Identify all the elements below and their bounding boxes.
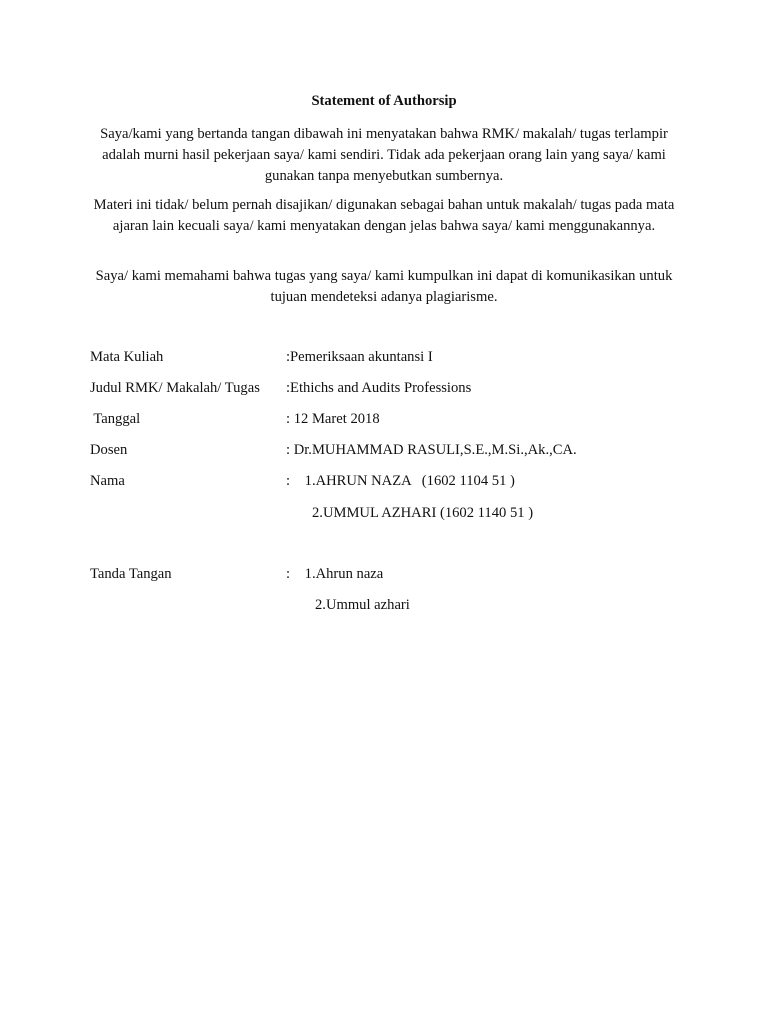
value-tanda-tangan-1: : 1.Ahrun naza: [286, 566, 384, 582]
value-tanggal: : 12 Maret 2018: [286, 411, 380, 427]
value-dosen: : Dr.MUHAMMAD RASULI,S.E.,M.Si.,Ak.,CA.: [286, 442, 577, 458]
paragraph-material: Materi ini tidak/ belum pernah disajikan/ digunakan sebagai bahan untuk makalah/ tugas pada mata ajaran lain kecuali saya/ kami menyatakan dengan jelas bahwa saya/ kami menggunakannya.: [93, 197, 675, 234]
value-nama-2: 2.UMMUL AZHARI (1602 1140 51 ): [312, 505, 534, 521]
label-dosen: Dosen: [90, 442, 128, 458]
value-mata-kuliah: :Pemeriksaan akuntansi I: [286, 349, 433, 365]
value-nama-1: : 1.AHRUN NAZA (1602 1104 51 ): [286, 473, 515, 489]
value-tanda-tangan-2: 2.Ummul azhari: [315, 597, 410, 613]
label-tanda-tangan: Tanda Tangan: [90, 566, 172, 582]
value-judul: :Ethichs and Audits Professions: [286, 380, 472, 396]
document-title: Statement of Authorsip: [311, 93, 457, 109]
paragraph-statement: Saya/kami yang bertanda tangan dibawah ini menyatakan bahwa RMK/ makalah/ tugas terlampir adalah murni hasil pekerjaan saya/ kami sendiri. Tidak ada pekerjaan orang lain yang saya/ kami gunakan tanpa menyebutkan sumbernya.: [100, 126, 668, 184]
label-judul: Judul RMK/ Makalah/ Tugas: [90, 380, 260, 396]
label-tanggal: Tanggal: [90, 411, 141, 427]
label-nama: Nama: [90, 473, 125, 489]
paragraph-plagiarism: Saya/ kami memahami bahwa tugas yang saya/ kami kumpulkan ini dapat di komunikasikan untuk tujuan mendeteksi adanya plagiarisme.: [95, 268, 673, 305]
label-mata-kuliah: Mata Kuliah: [90, 349, 164, 365]
